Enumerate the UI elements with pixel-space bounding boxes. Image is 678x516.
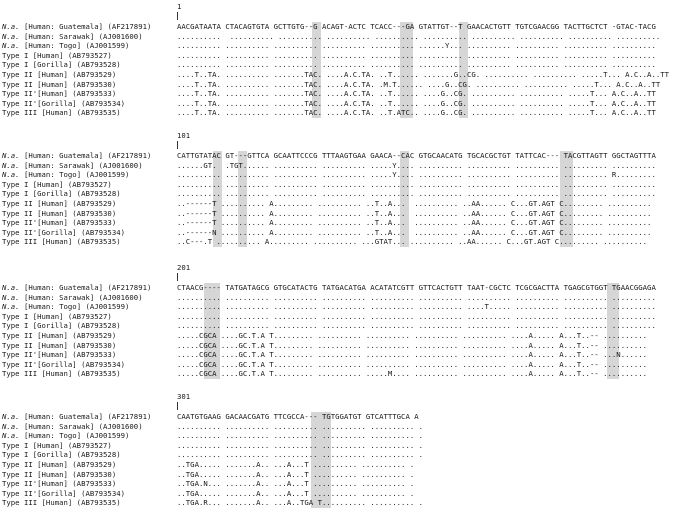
- sequence-label: Type II'[Human] (AB793533): [2, 479, 117, 489]
- sequence-data: .......... .......... .......... .......... .......... .......... .......... .......... .......... ..........: [177, 311, 656, 321]
- sequence-data: .....CGCA ....GC.T.A T......... .......... .......... .......... .......... ....A..... A...T..-- ...N......: [177, 350, 648, 360]
- sequence-label: Type I [Human] (AB793527): [2, 50, 112, 60]
- sequence-label: N.a. [Human: Guatemala] (AF217891): [2, 283, 152, 292]
- sequence-data: .......... .......... .......... .......... .......... .......... .......... .......... .......... ..........: [177, 321, 656, 331]
- sequence-label: Type I [Human] (AB793527): [2, 440, 112, 450]
- sequence-data: .......... .......... .......... .......... .......... .: [177, 450, 424, 460]
- sequence-data: .......... .......... .......... .......... .......... .......... .......... .......... .......... ..........: [177, 60, 656, 70]
- sequence-label: Type II [Human] (AB793530): [2, 79, 117, 89]
- sequence-label: N.a. [Human: Togo] (AJ001599): [2, 302, 130, 312]
- position-tick: [177, 402, 178, 410]
- sequence-data: .....CGCA ....GC.T.A T......... .......... .......... .......... .......... ....A..... A...T..-- ..........: [177, 340, 648, 350]
- sequence-label: Type II'[Gorilla] (AB793534): [2, 98, 126, 108]
- sequence-data: ..TGA..... .......A.. ...A...T .......... .......... .: [177, 459, 415, 469]
- sequence-data: .......... .......... .......... .......... .......... .......... .......... .......... .......... ..........: [177, 179, 656, 189]
- sequence-label: Type III [Human] (AB793535): [2, 369, 121, 379]
- sequence-data: .....CGCA ....GC.T.A T......... .......... .......... .......... .......... ....A..... A...T..-- ..........: [177, 330, 648, 340]
- sequence-label: Type I [Gorilla] (AB793528): [2, 321, 121, 331]
- sequence-label: Type II'[Gorilla] (AB793534): [2, 488, 126, 498]
- sequence-data: ..TGA..... .......A.. ...A...T .......... .......... .: [177, 469, 415, 479]
- sequence-data: ....T..TA. .......... .......TAC. ....A.C.TA. ..T...... .......G..CG. .......... .......... .....T... A.C..A..TT: [177, 69, 670, 79]
- sequence-data: .......... .......... .......... .......... .......... .......... .......... .......... .......... ..........: [177, 31, 661, 41]
- sequence-label: N.a. [Human: Togo] (AJ001599): [2, 170, 130, 180]
- sequence-data: ..------N .......... A......... .......... ..T..A... .......... ..AA...... C...GT.AGT C......... ..........: [177, 227, 652, 237]
- position-tick: [177, 273, 178, 281]
- sequence-label: Type II'[Human] (AB793533): [2, 89, 117, 99]
- sequence-data: .......... .......... .......... .......... .......... .......... ....T..... .......... .......... ..........: [177, 302, 656, 312]
- sequence-data: .......... .......... .......... .......... .......... .......... .......... .......... .......... ..........: [177, 50, 656, 60]
- sequence-label: Type II [Human] (AB793530): [2, 340, 117, 350]
- position-tick: [177, 141, 178, 149]
- sequence-data: ..TGA.N... .......A.. ...A...T .......... .......... .: [177, 479, 415, 489]
- sequence-label: N.a. [Human: Guatemala] (AF217891): [2, 412, 152, 421]
- sequence-label: Type II'[Gorilla] (AB793534): [2, 227, 126, 237]
- sequence-label: N.a. [Human: Sarawak] (AJ001600): [2, 421, 143, 431]
- sequence-data: ....T..TA. .......... .......TAC. ....A.C.TA. ..T.ATC.. ....G..CG. .......... .......... .....T... A.C..A..TT: [177, 108, 656, 118]
- sequence-label: Type II'[Human] (AB793533): [2, 218, 117, 228]
- position-number: 101: [177, 131, 191, 140]
- sequence-data: ....T..TA. .......... .......TAC. ....A.C.TA. .M.T...... ....G..CG. .......... .......... .....T... A.C..A..TT: [177, 79, 661, 89]
- sequence-label: Type I [Gorilla] (AB793528): [2, 189, 121, 199]
- sequence-label: N.a. [Human: Guatemala] (AF217891): [2, 151, 152, 160]
- sequence-data: .......... .......... .......... .......... .......... .: [177, 421, 424, 431]
- sequence-data: .......... .......... .......... .......... .......... ......Y... .......... .......... .......... ..........: [177, 41, 656, 51]
- sequence-label: Type II'[Human] (AB793533): [2, 350, 117, 360]
- sequence-label: Type II [Human] (AB793529): [2, 198, 117, 208]
- sequence-data: CAATGTGAAG GACAACGATG TTCGCCA--- TGTGGATGT GTCATTTGCA A: [177, 412, 419, 421]
- sequence-data: .......... .......... .......... .......... .......... .: [177, 431, 424, 441]
- sequence-label: N.a. [Human: Togo] (AJ001599): [2, 41, 130, 51]
- sequence-label: Type II'[Gorilla] (AB793534): [2, 359, 126, 369]
- sequence-label: Type I [Human] (AB793527): [2, 311, 112, 321]
- sequence-data: ....T..TA. .......... .......TAC. ....A.C.TA. ..T...... ....G..CG. .......... .......... .....T... A.C..A..TT: [177, 98, 656, 108]
- position-number: 201: [177, 263, 191, 272]
- sequence-data: AACGATAATA CTACAGTGTA GCTTGTG--G ACAGT-ACTC TCACC---GA GTATTGT--T GAACACTGTT TGTCGAACGG TACTTGCTCT -GTAC-TACG: [177, 22, 656, 31]
- sequence-data: .....CGCA ....GC.T.A T......... .......... .......... .......... .......... ....A..... A...T..-- ..........: [177, 359, 648, 369]
- sequence-label: N.a. [Human: Sarawak] (AJ001600): [2, 292, 143, 302]
- sequence-label: Type III [Human] (AB793535): [2, 108, 121, 118]
- sequence-label: Type II [Human] (AB793530): [2, 208, 117, 218]
- sequence-data: ......GT. .TGT...... .......... .......... .....Y.... .......... .......... .......... .......... ..........: [177, 160, 656, 170]
- sequence-label: N.a. [Human: Sarawak] (AJ001600): [2, 160, 143, 170]
- sequence-data: ..C---.T .......... A......... .......... ...GTAT... .......... ..AA...... C...GT.AGT C......... ..........: [177, 237, 648, 247]
- sequence-label: Type II [Human] (AB793529): [2, 330, 117, 340]
- sequence-data: ..TGA.R... .......A.. ...A..TGA T.......... .......... .: [177, 498, 424, 508]
- sequence-label: Type I [Gorilla] (AB793528): [2, 60, 121, 70]
- position-number: 1: [177, 2, 182, 11]
- sequence-label: Type III [Human] (AB793535): [2, 498, 121, 508]
- sequence-label: N.a. [Human: Guatemala] (AF217891): [2, 22, 152, 31]
- sequence-label: N.a. [Human: Togo] (AJ001599): [2, 431, 130, 441]
- sequence-label: N.a. [Human: Sarawak] (AJ001600): [2, 31, 143, 41]
- sequence-data: CATTGTATAC GT---GTTCA GCAATTCCCG TTTAAGTGAA GAACA--CAC GTGCAACATG TGCACGCTGT TATTCAC--- TACGTTAGTT GGCTAGTTTA: [177, 151, 656, 160]
- sequence-data: ..------T .......... A......... .......... ..T..A... .......... ..AA...... C...GT.AGT C......... ..........: [177, 198, 652, 208]
- sequence-data: ....T..TA. .......... .......TAC. ....A.C.TA. ..T...... ....G..CG. .......... .......... .....T... A.C..A..TT: [177, 89, 656, 99]
- sequence-data: .......... .......... .......... .......... .....Y.... .......... .......... .......... .......... R.........: [177, 170, 656, 180]
- sequence-label: Type I [Gorilla] (AB793528): [2, 450, 121, 460]
- sequence-data: ..------T .......... A......... .......... ..T..A... .......... ..AA...... C...GT.AGT C......... ..........: [177, 208, 652, 218]
- sequence-label: Type II [Human] (AB793530): [2, 469, 117, 479]
- position-number: 301: [177, 392, 191, 401]
- sequence-data: .....CGCA ....GC.T.A T......... .......... .....M.... .......... .......... ....A..... A...T..-- ..........: [177, 369, 648, 379]
- sequence-data: CTAACG---- TATGATAGCG GTGCATACTG TATGACATGA ACATATCGTT GTTCACTGTT TAAT-CGCTC TCGCGACTTA TGAGCGTGGT TGAACGGAGA: [177, 283, 656, 292]
- sequence-label: Type II [Human] (AB793529): [2, 69, 117, 79]
- sequence-data: .......... .......... .......... .......... .......... .......... .......... .......... .......... ..........: [177, 189, 656, 199]
- sequence-data: ..TGA..... .......A.. ...A...T .......... .......... .: [177, 488, 415, 498]
- sequence-data: ..------T .......... A......... .......... ..T..A... .......... ..AA...... C...GT.AGT C......... ..........: [177, 218, 652, 228]
- sequence-data: .......... .......... .......... .......... .......... .: [177, 440, 424, 450]
- sequence-label: Type II [Human] (AB793529): [2, 459, 117, 469]
- sequence-label: Type I [Human] (AB793527): [2, 179, 112, 189]
- position-tick: [177, 12, 178, 20]
- sequence-label: Type III [Human] (AB793535): [2, 237, 121, 247]
- sequence-data: .......... .......... .......... .......... .......... .......... .......... .......... .......... ..........: [177, 292, 656, 302]
